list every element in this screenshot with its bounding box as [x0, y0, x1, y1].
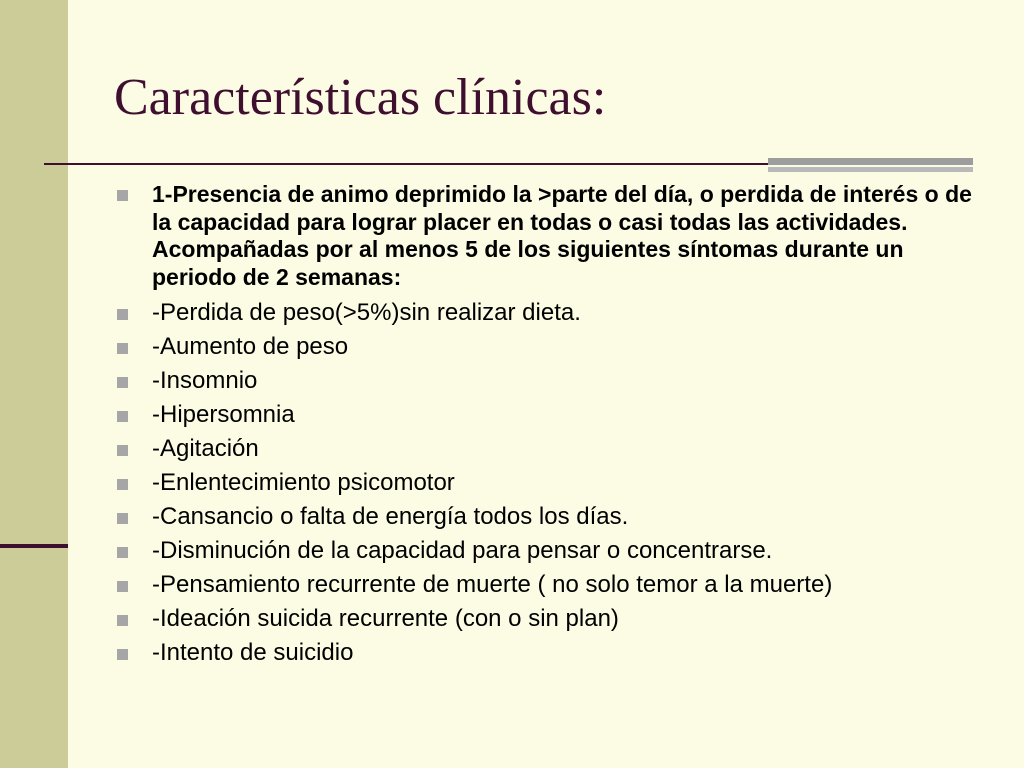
title-divider-line	[44, 163, 779, 165]
list-item	[114, 401, 974, 429]
square-bullet-icon	[117, 445, 128, 456]
list-item	[114, 333, 974, 361]
left-accent-line	[0, 544, 68, 548]
slide-title: Características clínicas:	[114, 69, 607, 126]
list-item	[114, 571, 974, 599]
list-item-text: -Disminución de la capacidad para pensar o concentrarse.	[152, 537, 773, 564]
list-item-text: -Perdida de peso(>5%)sin realizar dieta.	[152, 299, 581, 326]
square-bullet-icon	[117, 615, 128, 626]
list-item-text: -Aumento de peso	[152, 333, 349, 360]
list-item-text: -Agitación	[152, 435, 259, 462]
title-divider-gray-bar-bottom	[768, 167, 973, 172]
list-item	[114, 435, 974, 463]
list-item	[114, 639, 974, 667]
square-bullet-icon	[117, 190, 128, 201]
square-bullet-icon	[117, 581, 128, 592]
list-item-text: -Ideación suicida recurrente (con o sin plan)	[152, 605, 619, 632]
list-item	[114, 299, 974, 327]
square-bullet-icon	[117, 309, 128, 320]
list-item	[114, 537, 974, 565]
list-item-text: -Cansancio o falta de energía todos los días.	[152, 503, 629, 530]
list-item-text: -Hipersomnia	[152, 401, 295, 428]
square-bullet-icon	[117, 343, 128, 354]
left-decorative-band	[0, 0, 68, 768]
list-item-text: -Enlentecimiento psicomotor	[152, 469, 455, 496]
list-item	[114, 503, 974, 531]
list-item	[114, 605, 974, 633]
symptom-list	[114, 181, 974, 673]
list-item-text: 1-Presencia de animo deprimido la >parte del día, o perdida de interés o de la capacidad para lograr placer en todas o casi todas las actividades. Acompañadas por al menos 5 de los siguientes síntomas durante un periodo de 2 semanas:	[152, 181, 972, 290]
list-item-lead	[114, 181, 974, 291]
list-item-text: -Pensamiento recurrente de muerte ( no solo temor a la muerte)	[152, 571, 833, 598]
list-item-text: -Insomnio	[152, 367, 258, 394]
square-bullet-icon	[117, 649, 128, 660]
list-item-text: -Intento de suicidio	[152, 639, 354, 666]
list-item	[114, 469, 974, 497]
square-bullet-icon	[117, 411, 128, 422]
square-bullet-icon	[117, 479, 128, 490]
square-bullet-icon	[117, 513, 128, 524]
title-divider-gray-bar-top	[768, 158, 973, 165]
square-bullet-icon	[117, 547, 128, 558]
square-bullet-icon	[117, 377, 128, 388]
list-item	[114, 367, 974, 395]
